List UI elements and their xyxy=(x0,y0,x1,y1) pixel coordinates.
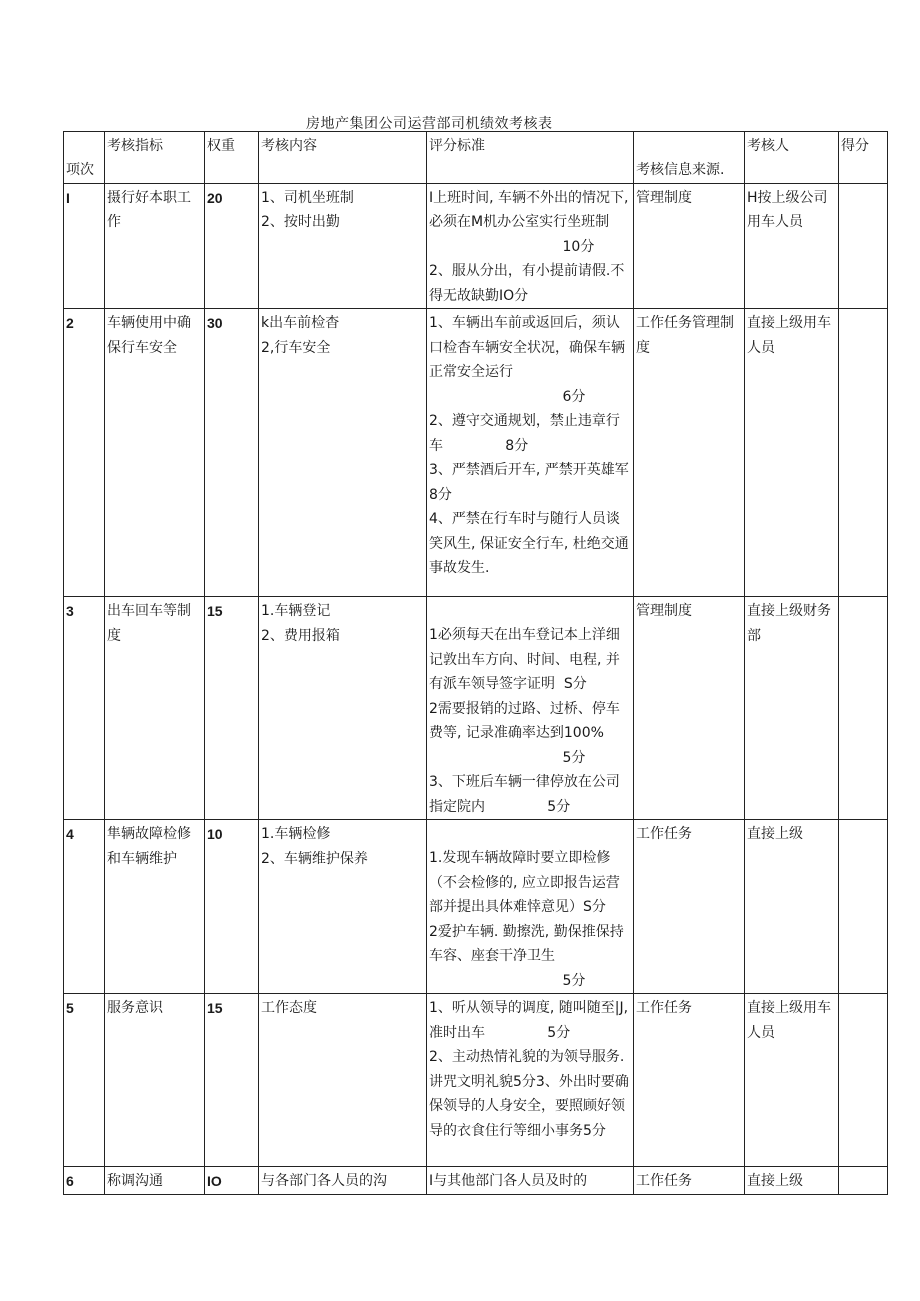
item-no-cell: 2 xyxy=(64,309,105,597)
criteria-line: 10分 xyxy=(429,238,595,255)
criteria-line: 1.发现车辆故障时要立即检修（不会检修的, 应立即报告运营部并提出具体难悻意见）S分 xyxy=(429,850,620,915)
item-no-cell: 5 xyxy=(64,994,105,1167)
header-cell-weight: 权重 xyxy=(205,132,259,184)
header-cell-indicator: 考核指标 xyxy=(105,132,205,184)
table-row xyxy=(64,820,888,994)
criteria-cell xyxy=(427,183,634,309)
criteria-line xyxy=(429,822,632,846)
criteria-line: I上班时间, 车辆不外出的情况下, 必须在M机办公室实行坐班制 xyxy=(429,189,633,230)
header-cell-criteria: 评分标准 xyxy=(427,132,634,184)
assessment-table xyxy=(63,131,888,1195)
assessor-cell: 直接上级财务部 xyxy=(745,597,839,820)
score-cell[interactable] xyxy=(839,1167,888,1195)
score-cell[interactable] xyxy=(839,309,888,597)
criteria-line: 1必须每天在出车登记本上洋细记敦出车方向、时间、电程, 并有派车领导签字证明 S分 xyxy=(429,627,620,692)
criteria-line xyxy=(429,599,632,623)
content-line: 1.车辆检修 xyxy=(261,826,331,842)
content-line: k出车前检杳 xyxy=(261,315,340,331)
criteria-cell xyxy=(427,820,634,994)
content-cell xyxy=(259,1167,427,1195)
indicator-cell: 称调沟通 xyxy=(105,1167,205,1195)
item-no-cell: 4 xyxy=(64,820,105,994)
criteria-line: 4、严禁在行车时与随行人员谈笑风生, 保证安全行车, 杜绝交通事故发生. xyxy=(429,511,629,576)
criteria-line: 2爱护车辆. 勤擦洗, 勤保推保持车容、座套干净卫生 xyxy=(429,923,624,964)
content-line: 1、司机坐班制 xyxy=(261,189,354,206)
content-line: 2,行车安全 xyxy=(261,339,331,356)
header-cell-content: 考核内容 xyxy=(259,132,427,184)
content-cell xyxy=(259,309,427,597)
content-line: 2、车辆维护保养 xyxy=(261,850,368,867)
content-line: 1.车辆登记 xyxy=(261,603,331,619)
assessor-cell: 直接上级用车人员 xyxy=(745,994,839,1167)
assessor-cell: 直接上级 xyxy=(745,820,839,994)
criteria-line: 5分 xyxy=(429,972,586,989)
source-cell: 工作任务 xyxy=(634,994,745,1167)
header-cell-assessor: 考核人 xyxy=(745,132,839,184)
content-line: 工作态度 xyxy=(261,1000,317,1016)
criteria-line: 5分 xyxy=(429,749,586,766)
header-cell-score: 得分 xyxy=(839,132,888,184)
content-line: 2、费用报箱 xyxy=(261,627,340,644)
content-cell xyxy=(259,597,427,820)
indicator-cell: 摄行好本职工作 xyxy=(105,183,205,309)
content-cell xyxy=(259,183,427,309)
criteria-line: 3、严禁酒后开车, 严禁开英雄军 8分 xyxy=(429,462,692,503)
weight-cell: 30 xyxy=(205,309,259,597)
criteria-cell xyxy=(427,597,634,820)
page-title: 房地产集团公司运营部司机绩效考核表 xyxy=(306,116,553,132)
indicator-cell: 出车回车等制度 xyxy=(105,597,205,820)
indicator-cell: 服务意识 xyxy=(105,994,205,1167)
item-no-cell: 6 xyxy=(64,1167,105,1195)
criteria-line: I与其他部门各人员及时的 xyxy=(429,1173,588,1189)
criteria-line: 3、下班后车辆一律停放在公司指定院内 5分 xyxy=(429,774,620,815)
table-row xyxy=(64,183,888,309)
content-line: 与各部门各人员的沟 xyxy=(261,1173,387,1189)
score-cell[interactable] xyxy=(839,994,888,1167)
assessor-cell: 直接上级 xyxy=(745,1167,839,1195)
criteria-line: 2、服从分出，有小提前请假.不得无故缺勤IO分 xyxy=(429,263,625,304)
assessor-cell: 直接上级用车人员 xyxy=(745,309,839,597)
table-row xyxy=(64,994,888,1167)
content-cell xyxy=(259,820,427,994)
item-no-cell: I xyxy=(64,183,105,309)
score-cell[interactable] xyxy=(839,597,888,820)
table-row xyxy=(64,1167,888,1195)
weight-cell: 15 xyxy=(205,994,259,1167)
indicator-cell: 隼辆故障检修和车辆维护 xyxy=(105,820,205,994)
table-row xyxy=(64,309,888,597)
source-cell: 管理制度 xyxy=(634,597,745,820)
criteria-cell xyxy=(427,1167,634,1195)
source-cell: 工作任务 xyxy=(634,1167,745,1195)
content-cell xyxy=(259,994,427,1167)
header-cell-item-no: 项次 xyxy=(64,132,105,184)
item-no-cell: 3 xyxy=(64,597,105,820)
source-cell: 工作任务 xyxy=(634,820,745,994)
table-row xyxy=(64,597,888,820)
weight-cell: 15 xyxy=(205,597,259,820)
header-row xyxy=(64,132,888,184)
header-cell-source: 考核信息来源. xyxy=(634,132,745,184)
criteria-cell xyxy=(427,994,634,1167)
criteria-line: 1、车辆出车前或返回后，须认口检杳车辆安全状况，确保车辆正常安全运行 xyxy=(429,315,625,380)
criteria-line: 2需要报销的过路、过桥、停车费等, 记录准确率达到100% xyxy=(429,700,620,741)
weight-cell: 20 xyxy=(205,183,259,309)
criteria-line: 6分 xyxy=(429,388,586,405)
criteria-line: 2、遵守交通规划，禁止违章行车 8分 xyxy=(429,413,620,454)
content-line: 2、按时出勤 xyxy=(261,214,340,230)
score-cell[interactable] xyxy=(839,183,888,309)
assessor-cell: H按上级公司用车人员 xyxy=(745,183,839,309)
source-cell: 工作任务管理制度 xyxy=(634,309,745,597)
criteria-line: 2、主动热情礼貌的为领导服务. 讲咒文明礼貌5分3、外出时要确保领导的人身安全，要照顾好领导的衣食住行等细小事务5分 xyxy=(429,1049,629,1139)
weight-cell: 10 xyxy=(205,820,259,994)
score-cell[interactable] xyxy=(839,820,888,994)
weight-cell: IO xyxy=(205,1167,259,1195)
source-cell: 管理制度 xyxy=(634,183,745,309)
indicator-cell: 车辆使用中确保行车安全 xyxy=(105,309,205,597)
criteria-line: 1、听从领导的调度, 随叫随至|J,准时出车 5分 xyxy=(429,1000,629,1041)
